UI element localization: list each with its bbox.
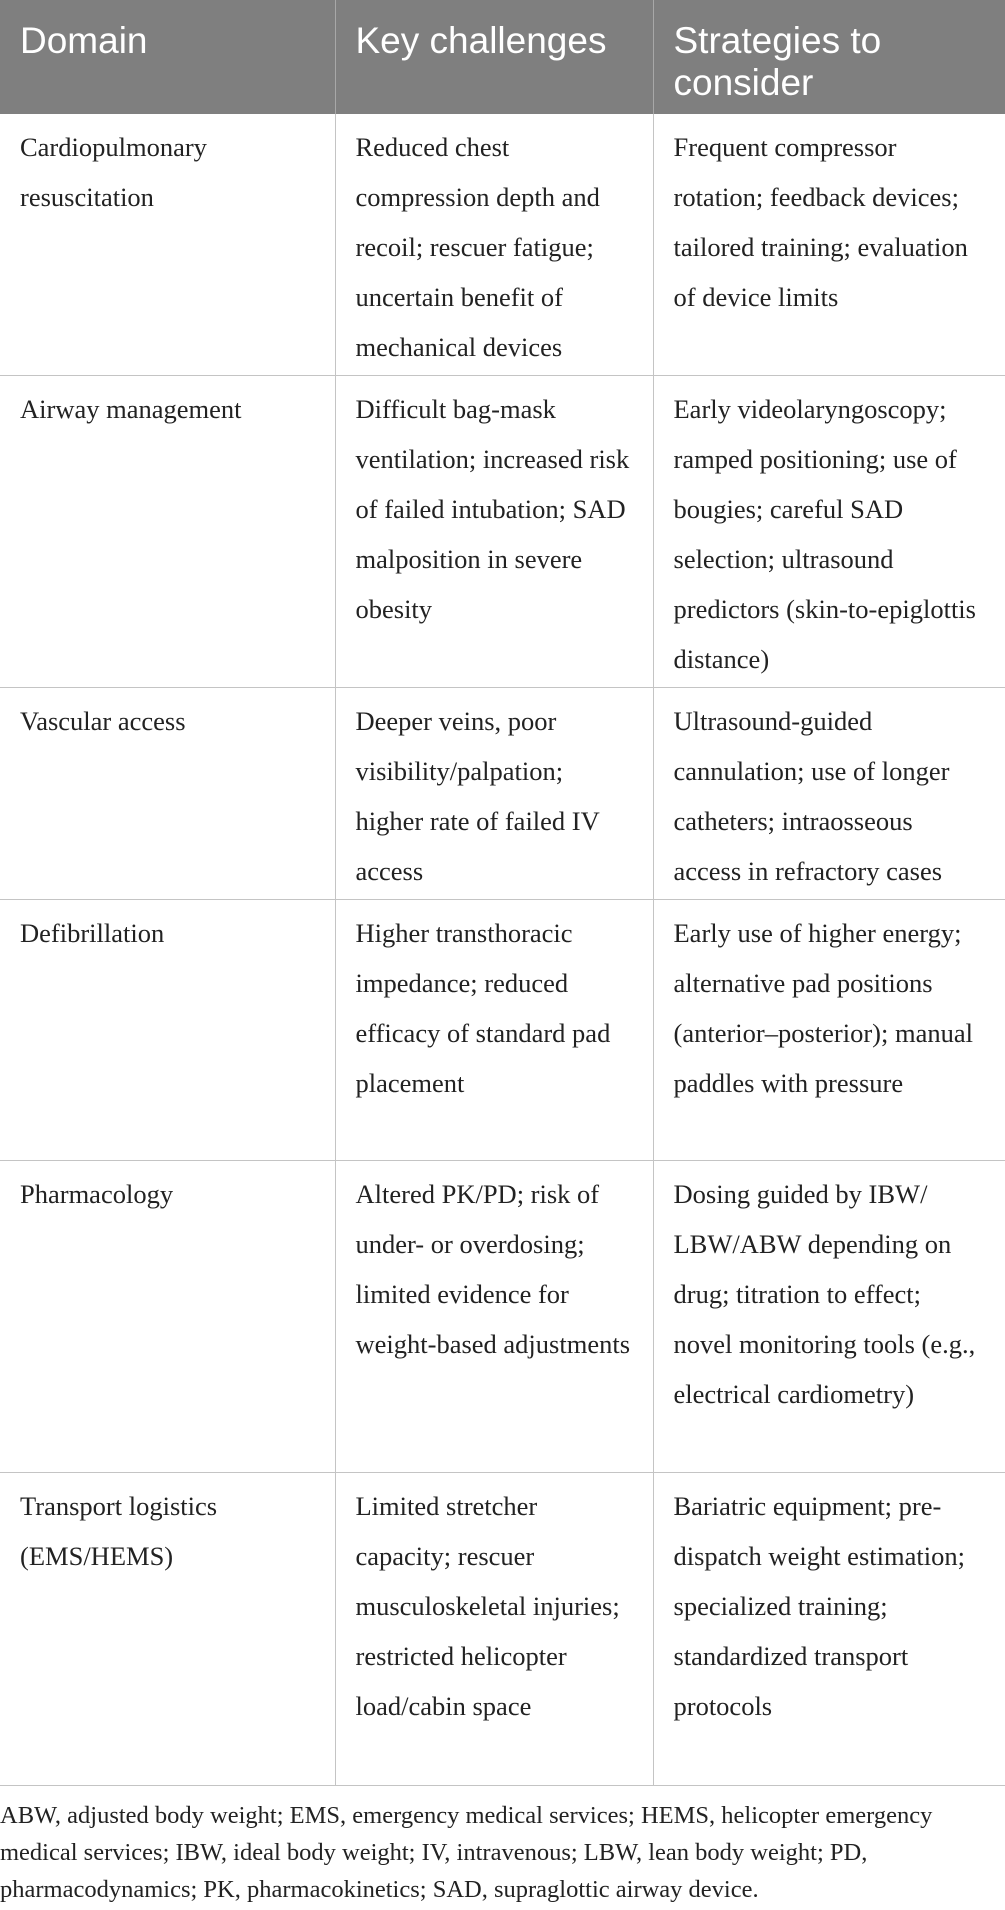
table-row: [0, 1472, 1005, 1785]
table-row: [0, 899, 1005, 1160]
cell-challenges: Altered PK/PD; risk of under- or overdosing; limited evidence for weight-based adjustments: [335, 1160, 653, 1472]
header-domain: Domain: [0, 0, 335, 114]
cell-challenges: Higher transthoracic impedance; reduced efficacy of standard pad placement: [335, 899, 653, 1160]
table-row: [0, 114, 1005, 375]
cell-domain: Vascular access: [0, 687, 335, 899]
table-row: [0, 375, 1005, 687]
header-strategies: Strategies to consider: [673, 20, 882, 103]
cell-strategies: Frequent compressor rotation; feedback devices; tailored training; evaluation of device limits: [653, 114, 1005, 375]
cell-challenges: Difficult bag-mask ventilation; increased risk of failed intubation; SAD malposition in severe obesity: [335, 375, 653, 687]
cell-domain: Pharmacology: [0, 1160, 335, 1472]
header-row: [0, 0, 1005, 114]
table-header: [0, 0, 1005, 114]
cell-domain: Airway management: [0, 375, 335, 687]
table-body: [0, 114, 1005, 1785]
cell-strategies: Early use of higher energy; alternative pad positions (anterior–posterior); manual paddles with pressure: [653, 899, 1005, 1160]
cell-strategies: Bariatric equipment; pre-dispatch weight estimation; specialized training; standardized transport protocols: [653, 1472, 1005, 1785]
header-key-challenges: Key challenges: [335, 0, 653, 114]
table-row: [0, 687, 1005, 899]
cell-domain: Cardiopulmonary resuscitation: [0, 114, 335, 375]
cell-challenges: Limited stretcher capacity; rescuer musculoskeletal injuries; restricted helicopter load/cabin space: [335, 1472, 653, 1785]
cell-domain: Transport logistics (EMS/HEMS): [0, 1472, 335, 1785]
cell-strategies: Ultrasound-guided cannulation; use of longer catheters; intraosseous access in refractory cases: [653, 687, 1005, 899]
table-footnote: ABW, adjusted body weight; EMS, emergency medical services; HEMS, helicopter emergency medical services; IBW, ideal body weight; IV, intravenous; LBW, lean body weight; PD, pharmacodynamics; PK, pharmacokinetics; SAD, supraglottic airway device.: [0, 1802, 933, 1903]
cell-challenges: Deeper veins, poor visibility/palpation; higher rate of failed IV access: [335, 687, 653, 899]
cell-challenges: Reduced chest compression depth and recoil; rescuer fatigue; uncertain benefit of mechanical devices: [335, 114, 653, 375]
table-row: [0, 1160, 1005, 1472]
cell-domain: Defibrillation: [0, 899, 335, 1160]
cell-strategies: Early videolaryngoscopy; ramped positioning; use of bougies; careful SAD selection; ultrasound predictors (skin-to-epiglottis distance): [653, 375, 1005, 687]
cell-strategies: Dosing guided by IBW/ LBW/ABW depending on drug; titration to effect; novel monitoring tools (e.g., electrical cardiometry): [653, 1160, 1005, 1472]
